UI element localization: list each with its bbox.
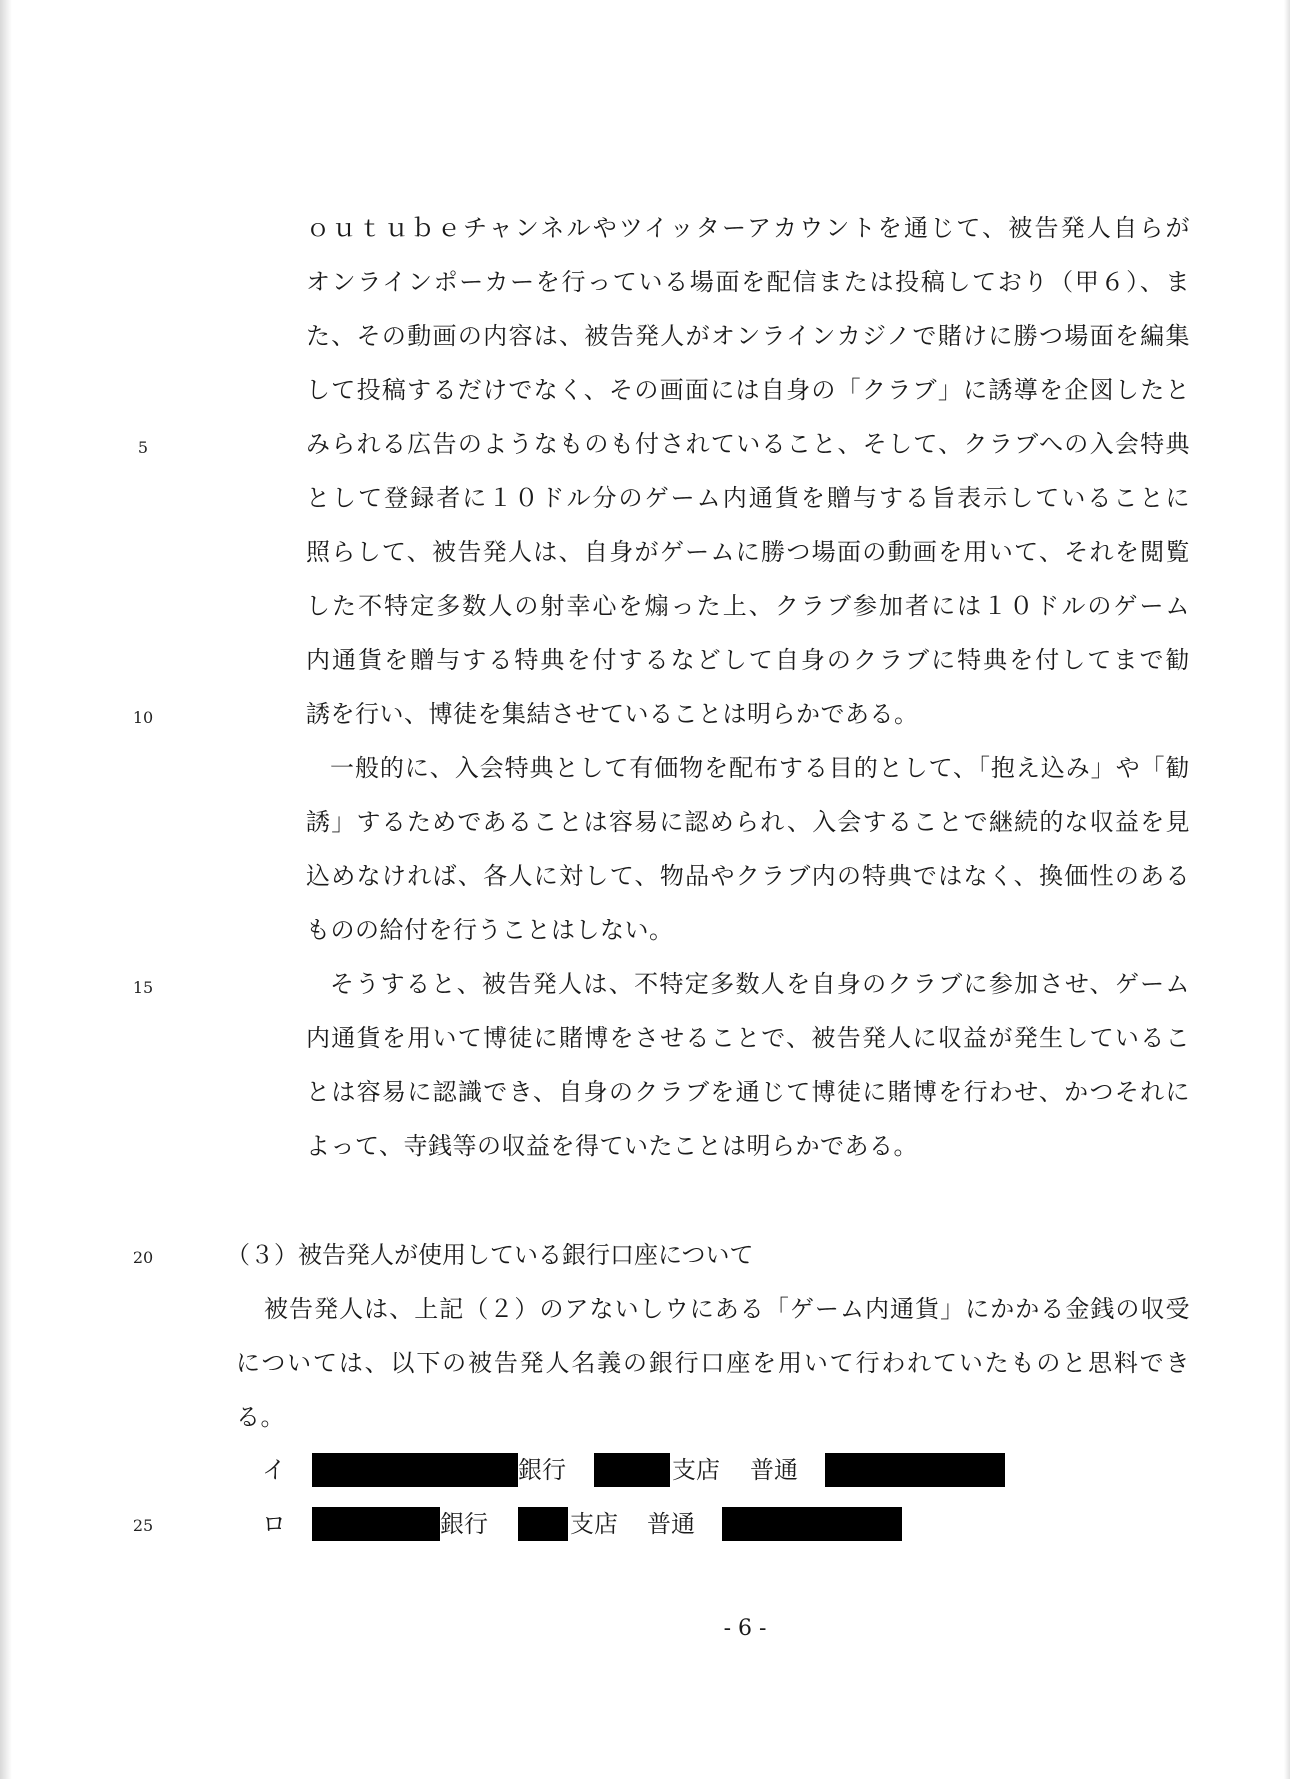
body-text-line: とは容易に認識でき、自身のクラブを通じて博徒に賭博を行わせ、かつそれに xyxy=(306,1078,1190,1106)
body-text-line: として登録者に１０ドル分のゲーム内通貨を贈与する旨表示していることに xyxy=(306,484,1190,512)
redacted-account-number xyxy=(722,1507,902,1541)
body-text-line: して投稿するだけでなく、その画面には自身の「クラブ」に誘導を企図したと xyxy=(306,376,1190,404)
branch-suffix: 支店 xyxy=(570,1510,618,1538)
branch-suffix: 支店 xyxy=(672,1456,720,1484)
account-type: 普通 xyxy=(750,1456,798,1484)
bank-account-row xyxy=(262,1453,1022,1487)
line-number: 25 xyxy=(132,1516,154,1535)
redacted-branch-name xyxy=(594,1453,670,1487)
page-edge-shadow xyxy=(0,0,12,1779)
body-text-line: た、その動画の内容は、被告発人がオンラインカジノで賭けに勝つ場面を編集 xyxy=(306,322,1190,350)
body-text-line: 込めなければ、各人に対して、物品やクラブ内の特典ではなく、換価性のある xyxy=(306,862,1190,890)
section-heading: （３）被告発人が使用している銀行口座について xyxy=(226,1241,754,1269)
body-text-line: 内通貨を贈与する特典を付するなどして自身のクラブに特典を付してまで勧 xyxy=(306,646,1190,674)
body-text-line: みられる広告のようなものも付されていること、そして、クラブへの入会特典 xyxy=(306,430,1190,458)
section-text-line: については、以下の被告発人名義の銀行口座を用いて行われていたものと思料でき xyxy=(236,1349,1190,1377)
bank-suffix: 銀行 xyxy=(518,1456,566,1484)
body-text-line: よって、寺銭等の収益を得ていたことは明らかである。 xyxy=(306,1132,919,1160)
body-text-line: 内通貨を用いて博徒に賭博をさせることで、被告発人に収益が発生しているこ xyxy=(306,1024,1190,1052)
page-number: - 6 - xyxy=(723,1616,767,1641)
line-number: 20 xyxy=(132,1248,154,1267)
line-number: 5 xyxy=(137,438,149,457)
body-text-line: 誘」するためであることは容易に認められ、入会することで継続的な収益を見 xyxy=(306,808,1190,836)
body-text-line: 照らして、被告発人は、自身がゲームに勝つ場面の動画を用いて、それを閲覧 xyxy=(306,538,1190,566)
redacted-bank-name xyxy=(312,1507,440,1541)
page-edge-shadow-right xyxy=(1284,0,1290,1779)
body-text-line: した不特定多数人の射幸心を煽った上、クラブ参加者には１０ドルのゲーム xyxy=(306,592,1190,620)
body-text-line: ものの給付を行うことはしない。 xyxy=(306,916,674,944)
body-text-line: 誘を行い、博徒を集結させていることは明らかである。 xyxy=(306,700,919,728)
redacted-account-number xyxy=(825,1453,1005,1487)
body-text-line: そうすると、被告発人は、不特定多数人を自身のクラブに参加させ、ゲーム xyxy=(330,970,1190,998)
redacted-branch-name xyxy=(518,1507,568,1541)
section-text-line: る。 xyxy=(236,1403,285,1431)
redacted-bank-name xyxy=(312,1453,518,1487)
line-number: 10 xyxy=(132,708,154,727)
account-type: 普通 xyxy=(647,1510,695,1538)
account-marker: イ xyxy=(262,1456,286,1484)
account-marker: ロ xyxy=(262,1510,286,1538)
section-text-line: 被告発人は、上記（２）のアないしウにある「ゲーム内通貨」にかかる金銭の収受 xyxy=(264,1295,1190,1323)
body-text-line: ｏｕｔｕｂｅチャンネルやツイッターアカウントを通じて、被告発人自らが xyxy=(306,214,1190,242)
bank-account-row xyxy=(262,1507,1022,1541)
body-text-line: オンラインポーカーを行っている場面を配信または投稿しており（甲６）、ま xyxy=(306,268,1190,296)
bank-suffix: 銀行 xyxy=(440,1510,488,1538)
line-number: 15 xyxy=(132,978,154,997)
body-text-line: 一般的に、入会特典として有価物を配布する目的として、「抱え込み」や「勧 xyxy=(330,754,1190,782)
